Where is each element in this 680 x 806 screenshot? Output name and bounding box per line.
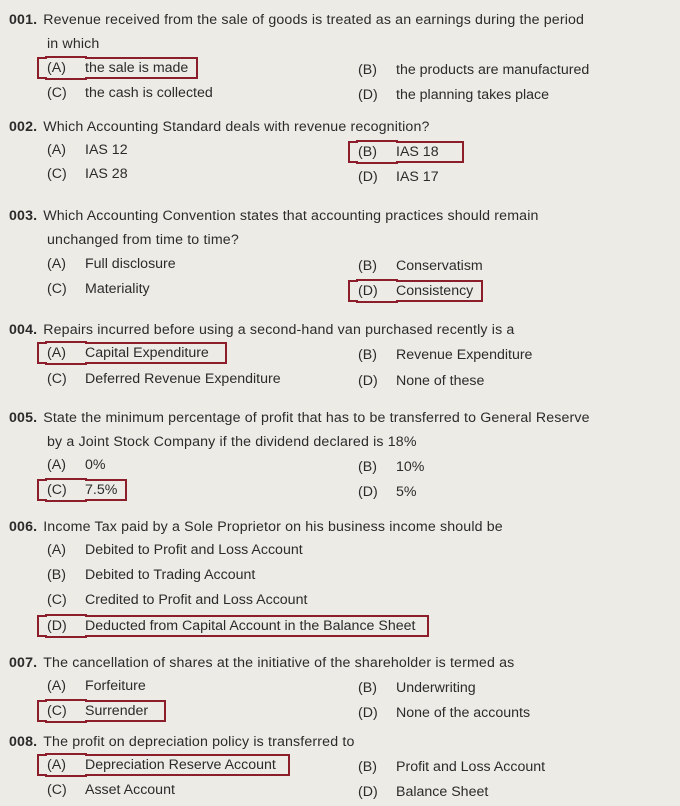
question-text-continued: by a Joint Stock Company if the dividend declared is 18% (47, 434, 417, 450)
question-003 (9, 204, 671, 252)
question-005 (9, 406, 671, 454)
option-a: (A) 0% (47, 457, 106, 473)
option-c: (C) Deferred Revenue Expenditure (47, 371, 281, 387)
question-text-continued: unchanged from time to time? (47, 232, 239, 248)
option-a: (A) Debited to Profit and Loss Account (47, 542, 303, 558)
option-b: (B) 10% (358, 459, 425, 475)
option-b: (B) IAS 18 (358, 142, 462, 162)
question-006 (9, 515, 671, 539)
option-a: (A) Depreciation Reserve Account (47, 755, 288, 775)
option-d: (D) Deducted from Capital Account in the Balance Sheet (47, 616, 427, 636)
option-d: (D) None of these (358, 373, 485, 389)
question-002 (9, 115, 671, 139)
option-a: (A) Full disclosure (47, 256, 176, 272)
option-d: (D) IAS 17 (358, 169, 439, 185)
question-004 (9, 318, 671, 342)
option-c: (C) Surrender (47, 701, 164, 721)
option-b: (B) Underwriting (358, 680, 476, 696)
option-b: (B) Conservatism (358, 258, 483, 274)
question-number: 004. (9, 322, 38, 338)
question-number: 002. (9, 119, 38, 135)
option-c: (C) Asset Account (47, 782, 175, 798)
option-d: (D) 5% (358, 484, 417, 500)
option-a: (A) Capital Expenditure (47, 343, 225, 363)
option-c: (C) the cash is collected (47, 85, 213, 101)
question-text: Which Accounting Convention states that accounting practices should remain (43, 208, 539, 224)
question-001 (9, 8, 671, 56)
option-d: (D) None of the accounts (358, 705, 531, 721)
question-number: 006. (9, 519, 38, 535)
option-d: (D) the planning takes place (358, 87, 550, 103)
question-text: Income Tax paid by a Sole Proprietor on his business income should be (43, 519, 503, 535)
option-b: (B) Debited to Trading Account (47, 567, 256, 583)
option-b: (B) Profit and Loss Account (358, 759, 546, 775)
question-number: 001. (9, 12, 38, 28)
question-number: 005. (9, 410, 38, 426)
option-a: (A) Forfeiture (47, 678, 146, 694)
question-text-continued: in which (47, 36, 100, 52)
option-d: (D) Consistency (358, 281, 481, 301)
option-a: (A) the sale is made (47, 58, 196, 78)
option-b: (B) the products are manufactured (358, 62, 590, 78)
option-c: (C) IAS 28 (47, 166, 128, 182)
question-number: 008. (9, 734, 38, 750)
question-text: The profit on depreciation policy is transferred to (43, 734, 355, 750)
option-d: (D) Balance Sheet (358, 784, 489, 800)
question-number: 007. (9, 655, 38, 671)
question-text: The cancellation of shares at the initiative of the shareholder is termed as (43, 655, 515, 671)
question-number: 003. (9, 208, 38, 224)
option-b: (B) Revenue Expenditure (358, 347, 533, 363)
option-c: (C) 7.5% (47, 480, 125, 500)
option-a: (A) IAS 12 (47, 142, 128, 158)
question-text: Revenue received from the sale of goods is treated as an earnings during the period (43, 12, 585, 28)
question-008 (9, 730, 671, 754)
question-text: Which Accounting Standard deals with revenue recognition? (43, 119, 430, 135)
option-c: (C) Credited to Profit and Loss Account (47, 592, 308, 608)
question-007 (9, 651, 671, 675)
option-c: (C) Materiality (47, 281, 150, 297)
question-text: State the minimum percentage of profit that has to be transferred to General Reserve (43, 410, 590, 426)
question-text: Repairs incurred before using a second-hand van purchased recently is a (43, 322, 515, 338)
